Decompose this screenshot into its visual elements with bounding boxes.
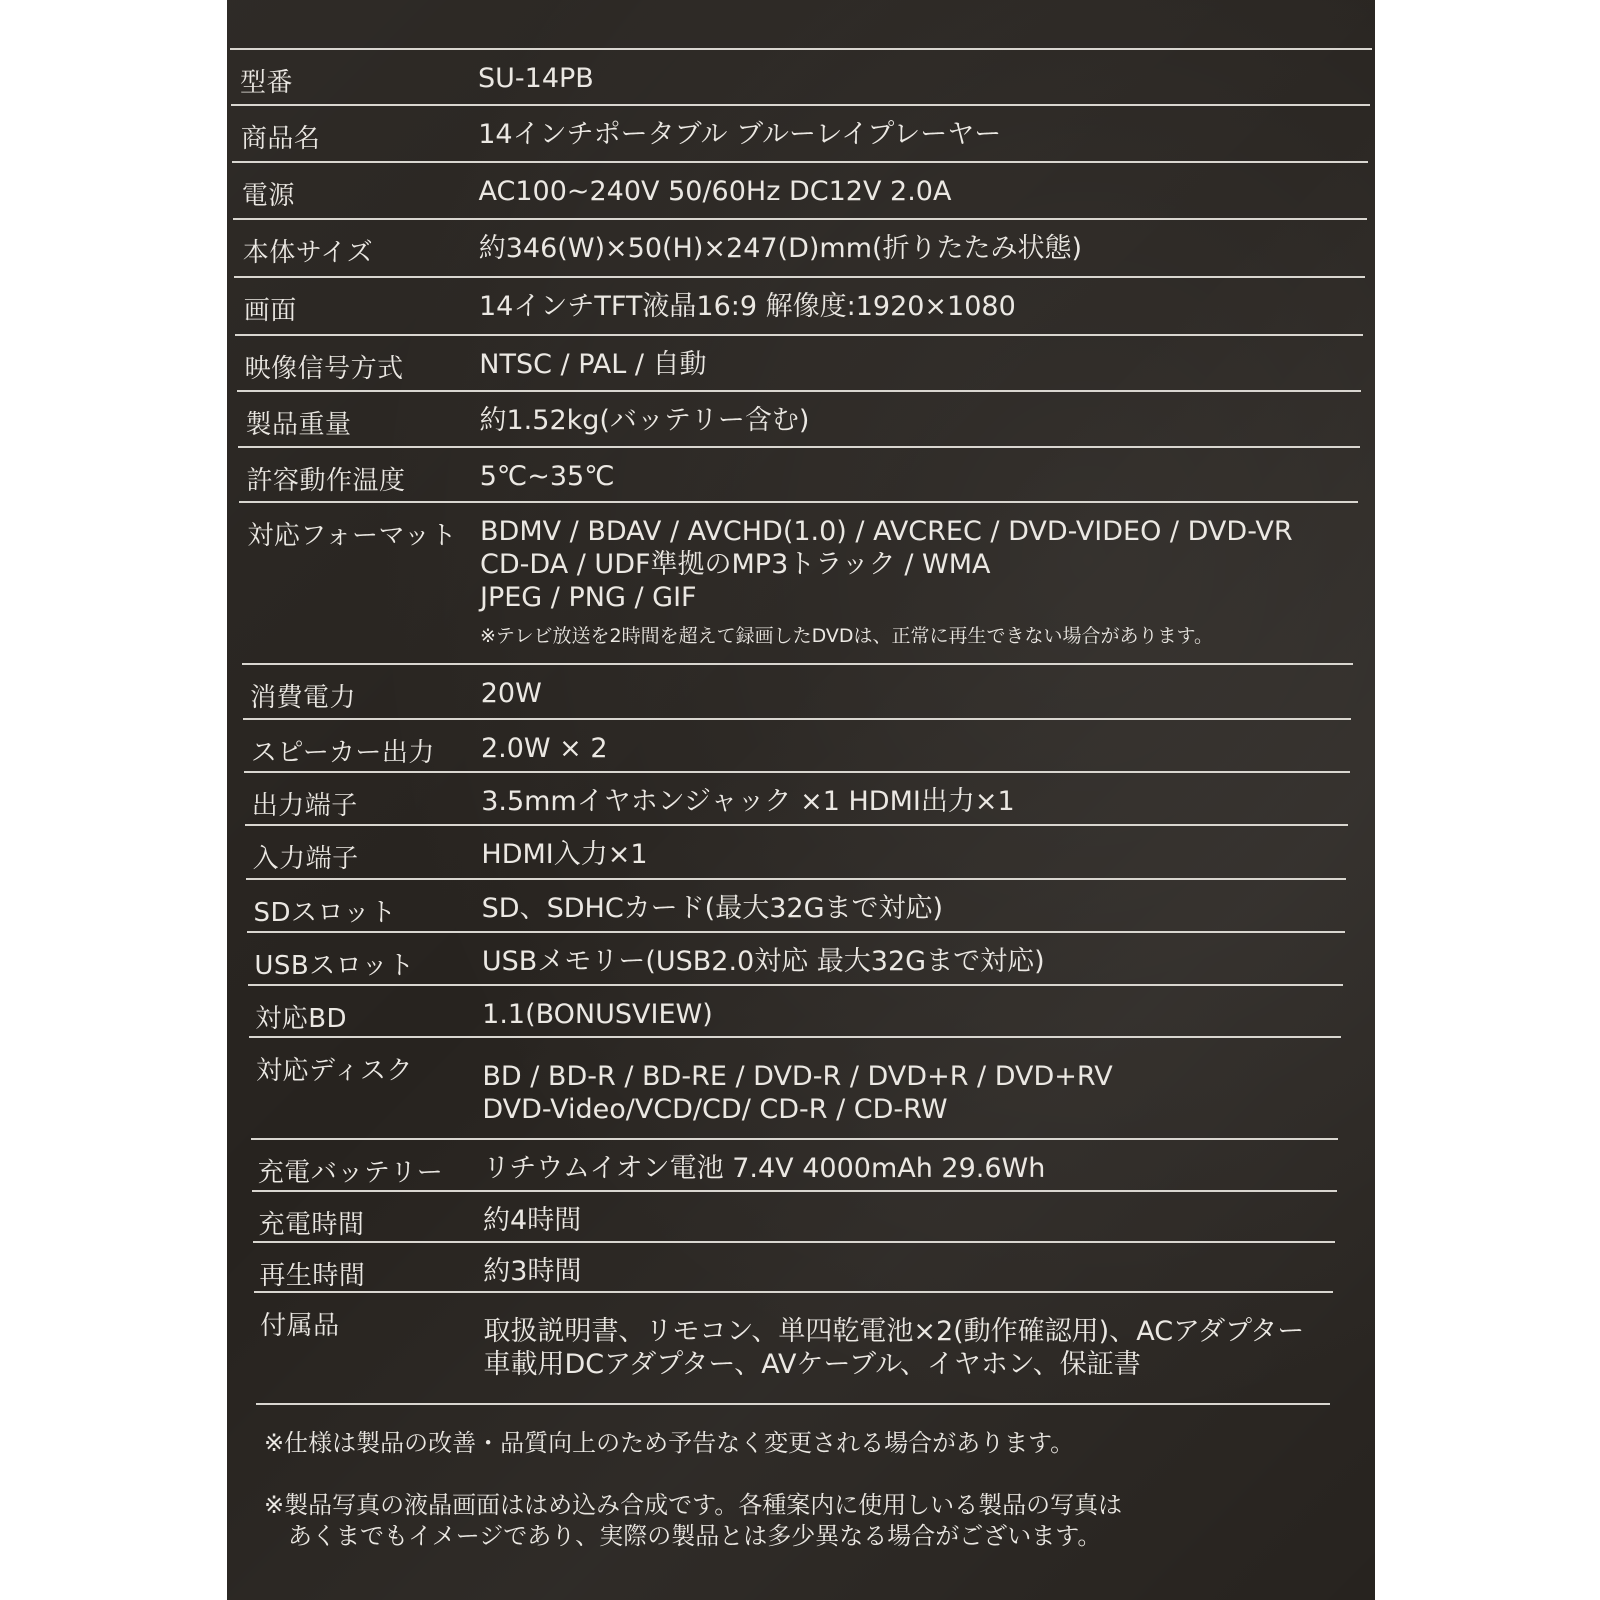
spec-label: 出力端子: [251, 791, 358, 821]
spec-value: [482, 1060, 1112, 1126]
row-divider: [246, 878, 1346, 880]
spec-value: [479, 348, 706, 381]
spec-value-line: 20W: [480, 678, 542, 709]
spec-value-line: CD-DA / UDF準拠のMP3トラック / WMA: [480, 549, 991, 580]
spec-value-line: BD / BD-R / BD-RE / DVD-R / DVD+R / DVD+RV: [482, 1061, 1113, 1092]
spec-value-line: SD、SDHCカード(最大32Gまで対応): [481, 893, 944, 924]
spec-label: 本体サイズ: [242, 238, 374, 268]
spec-label: 製品重量: [245, 410, 352, 440]
spec-value-line: 取扱説明書、リモコン、単四乾電池×2(動作確認用)、ACアダプター: [483, 1316, 1305, 1347]
row-divider: [233, 218, 1366, 220]
row-divider: [239, 501, 1358, 503]
spec-value-line: 14インチポータブル ブルーレイプレーヤー: [478, 119, 1002, 150]
spec-value: [484, 1315, 1305, 1381]
spec-label: 許容動作温度: [246, 466, 406, 496]
row-divider: [253, 1241, 1335, 1243]
row-divider: [244, 771, 1350, 773]
row-divider: [247, 931, 1345, 933]
row-divider: [230, 48, 1372, 50]
spec-label: 再生時間: [259, 1261, 366, 1291]
spec-label: スピーカー出力: [250, 738, 435, 768]
spec-value-line: 2.0W × 2: [480, 733, 608, 764]
spec-value: [483, 1152, 1046, 1185]
spec-value: [480, 460, 615, 493]
spec-label: 対応BD: [255, 1004, 348, 1034]
spec-value-line: 約4時間: [483, 1205, 582, 1236]
spec-value: [480, 515, 1293, 653]
spec-label: 入力端子: [252, 844, 359, 874]
spec-value-line: BDMV / BDAV / AVCHD(1.0) / AVCREC / DVD-VIDEO / DVD-VR: [480, 516, 1293, 547]
spec-value-line: SU-14PB: [478, 63, 594, 94]
spec-label: 付属品: [260, 1311, 340, 1341]
spec-value-line: リチウムイオン電池 7.4V 4000mAh 29.6Wh: [482, 1153, 1046, 1184]
row-divider: [243, 718, 1351, 720]
spec-label: 対応フォーマット: [247, 521, 458, 551]
spec-value: [480, 404, 810, 437]
row-divider: [248, 984, 1343, 986]
row-divider: [242, 663, 1353, 665]
footnote: [264, 1490, 1122, 1552]
spec-label: 充電時間: [258, 1210, 365, 1240]
row-divider: [254, 1291, 1334, 1293]
spec-value-line: 5℃~35℃: [479, 461, 615, 492]
spec-value-line: USBメモリー(USB2.0対応 最大32Gまで対応): [481, 946, 1045, 977]
spec-value: [482, 892, 943, 925]
spec-value-line: 3.5mmイヤホンジャック ×1 HDMI出力×1: [481, 786, 1015, 817]
row-divider: [252, 1190, 1337, 1192]
row-divider: [245, 824, 1348, 826]
footnote: [264, 1428, 1074, 1459]
spec-label: 充電バッテリー: [257, 1158, 444, 1188]
spec-label: 対応ディスク: [256, 1056, 413, 1086]
spec-label: SDスロット: [253, 898, 397, 928]
row-divider: [235, 334, 1363, 336]
spec-value: [479, 290, 1016, 323]
spec-value: [481, 677, 542, 710]
spec-value-line: 車載用DCアダプター、AVケーブル、イヤホン、保証書: [483, 1349, 1141, 1380]
spec-value: [481, 732, 608, 765]
spec-value: [481, 785, 1014, 818]
spec-label: 映像信号方式: [244, 354, 404, 384]
spec-value-line: 1.1(BONUSVIEW): [482, 999, 713, 1030]
spec-value-line: 約346(W)×50(H)×247(D)mm(折りたたみ状態): [478, 233, 1083, 264]
spec-value-line: 約1.52kg(バッテリー含む): [479, 405, 810, 436]
spec-value: [479, 175, 952, 208]
spec-value-line: NTSC / PAL / 自動: [479, 349, 707, 380]
row-divider: [234, 276, 1365, 278]
row-divider: [232, 161, 1368, 163]
spec-label: 消費電力: [249, 683, 356, 713]
spec-label: 画面: [243, 296, 297, 326]
spec-value: [482, 998, 713, 1031]
row-divider: [237, 390, 1362, 392]
spec-value-line: HDMI入力×1: [481, 839, 648, 870]
footnote-line: ※仕様は製品の改善・品質向上のため予告なく変更される場合があります。: [264, 1429, 1075, 1457]
spec-label: USBスロット: [254, 951, 415, 981]
row-divider: [256, 1403, 1330, 1405]
spec-value: [478, 62, 594, 95]
spec-label: 電源: [241, 181, 295, 211]
spec-label: 型番: [240, 68, 294, 98]
spec-sheet-panel: [227, 0, 1375, 1600]
spec-value-line: DVD-Video/VCD/CD/ CD-R / CD-RW: [482, 1094, 948, 1125]
spec-label: 商品名: [240, 124, 321, 154]
spec-value: [483, 1204, 581, 1237]
spec-value: [483, 1255, 581, 1288]
row-divider: [238, 446, 1360, 448]
row-divider: [249, 1036, 1341, 1038]
spec-value: [478, 118, 1001, 151]
spec-note: ※テレビ放送を2時間を超えて録画したDVDは、正常に再生できない場合があります。: [480, 625, 1214, 647]
spec-value-line: AC100~240V 50/60Hz DC12V 2.0A: [478, 176, 952, 207]
footnote-line: あくまでもイメージであり、実際の製品とは多少異なる場合がございます。: [264, 1522, 1102, 1550]
row-divider: [251, 1138, 1338, 1140]
spec-value-line: 約3時間: [483, 1256, 582, 1287]
footnote-line: ※製品写真の液晶画面ははめ込み合成です。各種案内に使用しいる製品の写真は: [264, 1491, 1123, 1519]
spec-value-line: JPEG / PNG / GIF: [480, 582, 697, 613]
spec-value-line: 14インチTFT液晶16:9 解像度:1920×1080: [479, 291, 1016, 322]
spec-value: [482, 945, 1045, 978]
spec-value: [481, 838, 647, 871]
spec-value: [479, 232, 1082, 265]
row-divider: [231, 104, 1370, 106]
